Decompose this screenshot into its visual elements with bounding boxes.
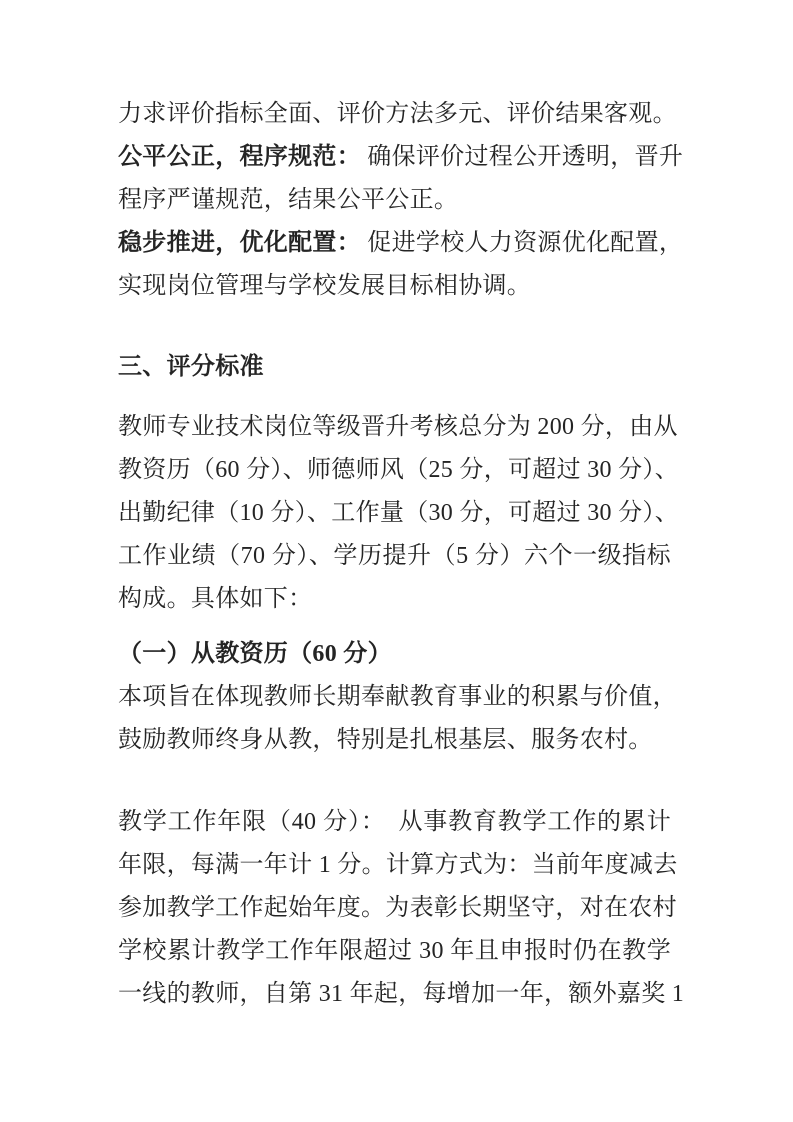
text-run: 实现岗位管理与学校发展目标相协调。 [118, 273, 532, 299]
text-run: 构成。具体如下： [118, 586, 313, 612]
text-run: 年限，每满一年计 1 分。计算方式为：当前年度减去 [118, 852, 678, 878]
body-line [118, 222, 684, 265]
text-run: 出勤纪律（10 分）、工作量（30 分，可超过 30 分）、 [118, 500, 679, 526]
body-line [118, 449, 679, 492]
text-run: 学校累计教学工作年限超过 30 年且申报时仍在教学 [118, 938, 671, 964]
section-heading [118, 346, 671, 389]
text-run: 鼓励教师终身从教，特别是扎根基层、服务农村。 [118, 727, 653, 753]
body-line [118, 578, 671, 621]
text-run: 一线的教师，自第 31 年起，每增加一年，额外嘉奖 1 [118, 981, 685, 1007]
body-line [118, 406, 678, 449]
body-line [118, 719, 671, 762]
text-run: 促进学校人力资源优化配置， [361, 230, 684, 256]
body-line [118, 973, 685, 1016]
body-line [118, 676, 677, 719]
text-run: 力求评价指标全面、评价方法多元、评价结果客观。 [118, 101, 677, 127]
text-run: 参加教学工作起始年度。为表彰长期坚守，对在农村 [118, 895, 677, 921]
heading-text: （一）从教资历（60 分） [118, 641, 392, 667]
text-run: 教师专业技术岗位等级晋升考核总分为 200 分，由从 [118, 414, 678, 440]
body-line [118, 801, 671, 844]
text-run: 教学工作年限（40 分）： 从事教育教学工作的累计 [118, 809, 671, 835]
body-line [118, 265, 671, 308]
body-line [118, 136, 684, 179]
document-body [118, 93, 685, 1016]
bold-label-run: 公平公正，程序规范： [118, 144, 361, 170]
text-run: 程序严谨规范，结果公平公正。 [118, 187, 459, 213]
text-run: 本项旨在体现教师长期奉献教育事业的积累与价值， [118, 684, 677, 710]
text-run: 确保评价过程公开透明，晋升 [361, 144, 684, 170]
body-line [118, 492, 679, 535]
body-line [118, 535, 671, 578]
body-line [118, 887, 677, 930]
subsection-heading [118, 633, 671, 676]
text-run: 工作业绩（70 分）、学历提升（5 分）六个一级指标 [118, 543, 671, 569]
body-line [118, 844, 678, 887]
body-line [118, 93, 677, 136]
heading-text: 三、评分标准 [118, 354, 264, 380]
text-run: 教资历（60 分）、师德师风（25 分，可超过 30 分）、 [118, 457, 679, 483]
body-line [118, 179, 671, 222]
bold-label-run: 稳步推进，优化配置： [118, 230, 361, 256]
body-line [118, 930, 671, 973]
